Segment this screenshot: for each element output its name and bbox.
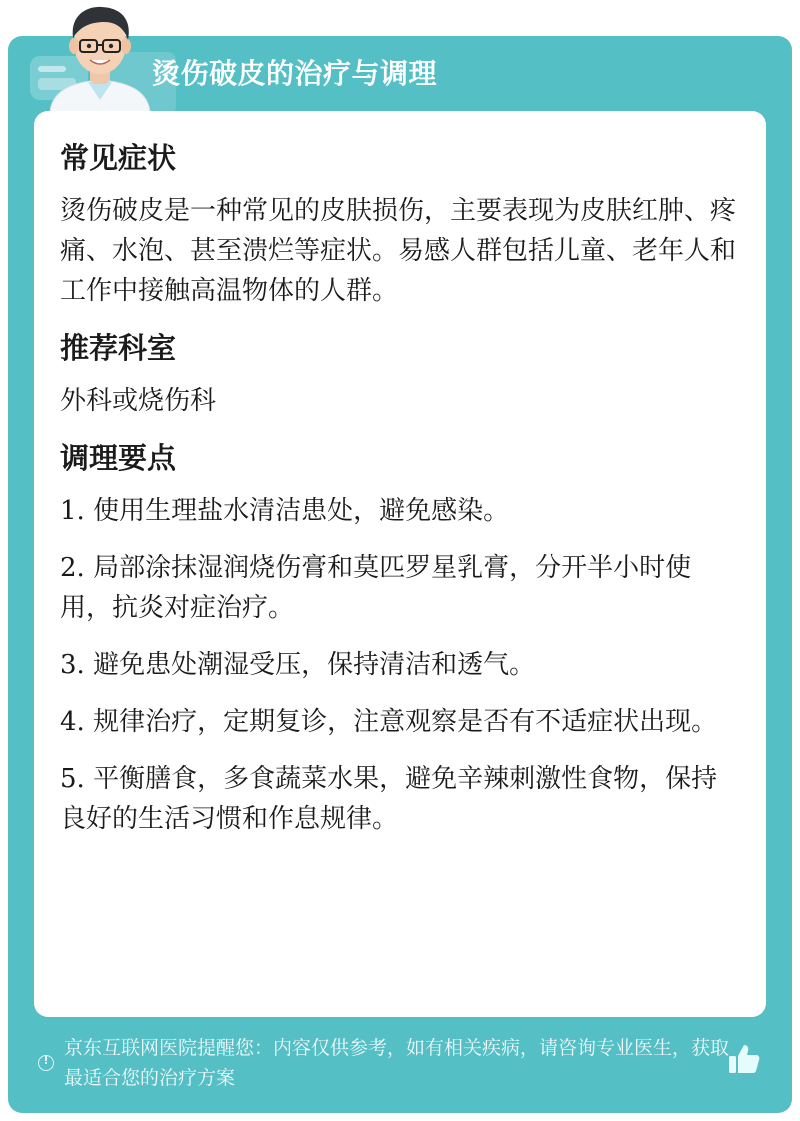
page-title: 烫伤破皮的治疗与调理 <box>152 57 438 90</box>
list-item: 4. 规律治疗，定期复诊，注意观察是否有不适症状出现。 <box>60 707 718 737</box>
doctor-avatar-icon <box>40 0 160 112</box>
section-heading-department: 推荐科室 <box>60 331 177 365</box>
list-item: 1. 使用生理盐水清洁患处，避免感染。 <box>60 496 510 526</box>
department-text: 外科或烧伤科 <box>60 386 217 416</box>
disclaimer-text: 京东互联网医院提醒您：内容仅供参考，如有相关疾病，请咨询专业医生，获取最适合您的治疗方案 <box>64 1037 730 1089</box>
list-item: 3. 避免患处潮湿受压，保持清洁和透气。 <box>60 650 536 680</box>
info-icon <box>38 1055 54 1071</box>
section-heading-symptoms: 常见症状 <box>60 141 177 175</box>
section-heading-care: 调理要点 <box>60 441 177 475</box>
list-item: 5. 平衡膳食，多食蔬菜水果，避免辛辣刺激性食物，保持良好的生活习惯和作息规律。 <box>60 764 718 834</box>
thumbs-up-icon[interactable] <box>726 1041 762 1077</box>
list-item: 2. 局部涂抹湿润烧伤膏和莫匹罗星乳膏，分开半小时使用，抗炎对症治疗。 <box>60 553 692 623</box>
content-card <box>34 111 766 1017</box>
symptoms-text: 烫伤破皮是一种常见的皮肤损伤，主要表现为皮肤红肿、疼痛、水泡、甚至溃烂等症状。易感人群包括儿童、老年人和工作中接触高温物体的人群。 <box>60 196 737 306</box>
footer <box>8 1031 792 1111</box>
care-list <box>60 491 740 839</box>
